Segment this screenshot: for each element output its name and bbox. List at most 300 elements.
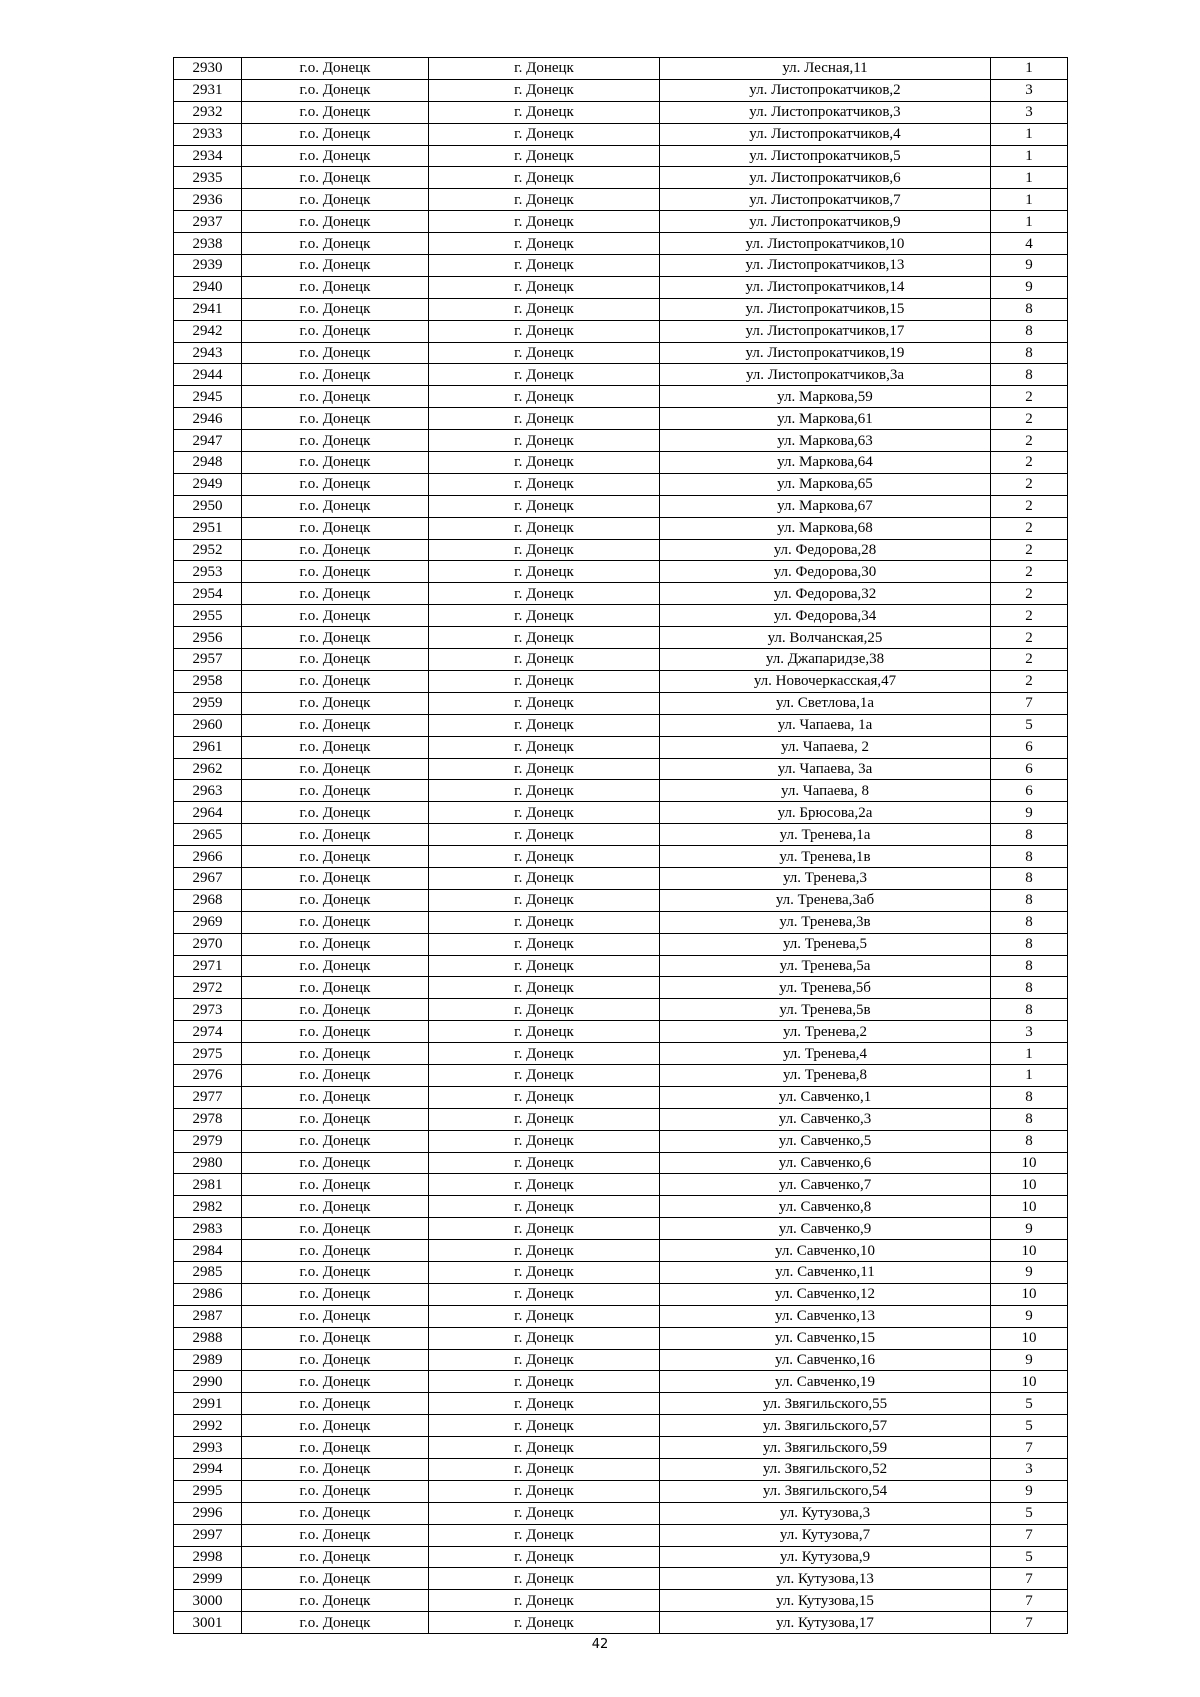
table-row [174,1108,1068,1130]
address-cell: ул. Листопрокатчиков,15 [660,298,991,320]
count-cell: 1 [991,1064,1068,1086]
address-cell: ул. Маркова,64 [660,452,991,474]
count-cell: 2 [991,539,1068,561]
table-row [174,736,1068,758]
district-cell: г.о. Донецк [242,276,429,298]
row-number-cell: 2945 [174,386,242,408]
count-cell: 8 [991,1108,1068,1130]
district-cell: г.о. Донецк [242,627,429,649]
row-number-cell: 2995 [174,1480,242,1502]
row-number-cell: 2932 [174,101,242,123]
address-cell: ул. Савченко,8 [660,1196,991,1218]
row-number-cell: 2983 [174,1218,242,1240]
address-cell: ул. Тренева,3 [660,867,991,889]
district-cell: г.о. Донецк [242,649,429,671]
city-cell: г. Донецк [429,1546,660,1568]
address-cell: ул. Тренева,5в [660,999,991,1021]
table-row [174,670,1068,692]
address-cell: ул. Кутузова,3 [660,1502,991,1524]
address-table [173,57,1068,1634]
table-row [174,320,1068,342]
count-cell: 5 [991,1546,1068,1568]
city-cell: г. Донецк [429,1305,660,1327]
table-row [174,605,1068,627]
table-row [174,189,1068,211]
district-cell: г.о. Донецк [242,605,429,627]
table-body [174,58,1068,1634]
table-row [174,1459,1068,1481]
table-row [174,1393,1068,1415]
table-row [174,1152,1068,1174]
row-number-cell: 2946 [174,408,242,430]
table-row [174,867,1068,889]
table-row [174,79,1068,101]
count-cell: 5 [991,1502,1068,1524]
row-number-cell: 2950 [174,495,242,517]
address-cell: ул. Савченко,7 [660,1174,991,1196]
address-cell: ул. Лесная,11 [660,58,991,80]
city-cell: г. Донецк [429,233,660,255]
count-cell: 7 [991,1437,1068,1459]
address-cell: ул. Савченко,6 [660,1152,991,1174]
district-cell: г.о. Донецк [242,1130,429,1152]
row-number-cell: 2987 [174,1305,242,1327]
row-number-cell: 2991 [174,1393,242,1415]
address-cell: ул. Маркова,68 [660,517,991,539]
city-cell: г. Донецк [429,889,660,911]
count-cell: 7 [991,1590,1068,1612]
row-number-cell: 2930 [174,58,242,80]
district-cell: г.о. Донецк [242,1283,429,1305]
district-cell: г.о. Донецк [242,1196,429,1218]
row-number-cell: 2978 [174,1108,242,1130]
count-cell: 8 [991,933,1068,955]
row-number-cell: 2940 [174,276,242,298]
city-cell: г. Донецк [429,79,660,101]
count-cell: 8 [991,999,1068,1021]
row-number-cell: 2998 [174,1546,242,1568]
row-number-cell: 2993 [174,1437,242,1459]
district-cell: г.о. Донецк [242,561,429,583]
table-row [174,649,1068,671]
city-cell: г. Донецк [429,145,660,167]
count-cell: 3 [991,1021,1068,1043]
address-cell: ул. Волчанская,25 [660,627,991,649]
table-row [174,123,1068,145]
page-number: 42 [591,1637,609,1652]
table-row [174,933,1068,955]
address-cell: ул. Звягильского,52 [660,1459,991,1481]
district-cell: г.о. Донецк [242,1108,429,1130]
city-cell: г. Донецк [429,1393,660,1415]
address-cell: ул. Тренева,1в [660,846,991,868]
address-cell: ул. Тренева,4 [660,1043,991,1065]
city-cell: г. Донецк [429,452,660,474]
city-cell: г. Донецк [429,670,660,692]
count-cell: 8 [991,342,1068,364]
district-cell: г.о. Донецк [242,495,429,517]
row-number-cell: 2968 [174,889,242,911]
row-number-cell: 2943 [174,342,242,364]
address-cell: ул. Федорова,30 [660,561,991,583]
city-cell: г. Донецк [429,276,660,298]
row-number-cell: 2974 [174,1021,242,1043]
address-cell: ул. Савченко,16 [660,1349,991,1371]
address-cell: ул. Тренева,3аб [660,889,991,911]
district-cell: г.о. Донецк [242,1064,429,1086]
count-cell: 8 [991,320,1068,342]
city-cell: г. Донецк [429,1130,660,1152]
table-row [174,1612,1068,1634]
table-row [174,1327,1068,1349]
district-cell: г.о. Донецк [242,933,429,955]
address-cell: ул. Федорова,32 [660,583,991,605]
city-cell: г. Донецк [429,1371,660,1393]
count-cell: 10 [991,1327,1068,1349]
table-row [174,1480,1068,1502]
count-cell: 6 [991,758,1068,780]
table-row [174,342,1068,364]
row-number-cell: 2936 [174,189,242,211]
table-row [174,583,1068,605]
address-cell: ул. Кутузова,15 [660,1590,991,1612]
district-cell: г.о. Донецк [242,889,429,911]
address-cell: ул. Федорова,34 [660,605,991,627]
table-row [174,846,1068,868]
count-cell: 2 [991,561,1068,583]
district-cell: г.о. Донецк [242,167,429,189]
city-cell: г. Донецк [429,517,660,539]
count-cell: 2 [991,430,1068,452]
address-cell: ул. Листопрокатчиков,4 [660,123,991,145]
row-number-cell: 2988 [174,1327,242,1349]
count-cell: 2 [991,495,1068,517]
district-cell: г.о. Донецк [242,802,429,824]
address-cell: ул. Листопрокатчиков,10 [660,233,991,255]
row-number-cell: 2985 [174,1261,242,1283]
district-cell: г.о. Донецк [242,1393,429,1415]
table-row [174,780,1068,802]
city-cell: г. Донецк [429,583,660,605]
district-cell: г.о. Донецк [242,517,429,539]
table-row [174,539,1068,561]
address-cell: ул. Тренева,3в [660,911,991,933]
address-cell: ул. Звягильского,57 [660,1415,991,1437]
row-number-cell: 2994 [174,1459,242,1481]
city-cell: г. Донецк [429,867,660,889]
table-row [174,911,1068,933]
address-cell: ул. Звягильского,54 [660,1480,991,1502]
row-number-cell: 2963 [174,780,242,802]
count-cell: 9 [991,1480,1068,1502]
district-cell: г.о. Донецк [242,1043,429,1065]
address-cell: ул. Савченко,9 [660,1218,991,1240]
row-number-cell: 2980 [174,1152,242,1174]
count-cell: 1 [991,58,1068,80]
table-row [174,627,1068,649]
row-number-cell: 2981 [174,1174,242,1196]
count-cell: 10 [991,1196,1068,1218]
address-cell: ул. Маркова,59 [660,386,991,408]
table-row [174,1415,1068,1437]
city-cell: г. Донецк [429,1502,660,1524]
table-row [174,1021,1068,1043]
table-row [174,999,1068,1021]
count-cell: 2 [991,583,1068,605]
count-cell: 1 [991,189,1068,211]
district-cell: г.о. Донецк [242,1305,429,1327]
address-cell: ул. Савченко,10 [660,1240,991,1262]
row-number-cell: 2973 [174,999,242,1021]
address-cell: ул. Маркова,61 [660,408,991,430]
row-number-cell: 2972 [174,977,242,999]
address-cell: ул. Тренева,8 [660,1064,991,1086]
count-cell: 8 [991,364,1068,386]
count-cell: 2 [991,386,1068,408]
row-number-cell: 3000 [174,1590,242,1612]
address-cell: ул. Чапаева, 2 [660,736,991,758]
row-number-cell: 2935 [174,167,242,189]
district-cell: г.о. Донецк [242,1524,429,1546]
city-cell: г. Донецк [429,1174,660,1196]
district-cell: г.о. Донецк [242,1459,429,1481]
row-number-cell: 2970 [174,933,242,955]
count-cell: 9 [991,802,1068,824]
address-cell: ул. Листопрокатчиков,6 [660,167,991,189]
city-cell: г. Донецк [429,342,660,364]
district-cell: г.о. Донецк [242,846,429,868]
city-cell: г. Донецк [429,780,660,802]
city-cell: г. Донецк [429,101,660,123]
count-cell: 2 [991,517,1068,539]
row-number-cell: 2952 [174,539,242,561]
address-cell: ул. Листопрокатчиков,5 [660,145,991,167]
district-cell: г.о. Донецк [242,955,429,977]
row-number-cell: 2934 [174,145,242,167]
count-cell: 9 [991,1218,1068,1240]
district-cell: г.о. Донецк [242,1502,429,1524]
row-number-cell: 2982 [174,1196,242,1218]
row-number-cell: 2977 [174,1086,242,1108]
address-cell: ул. Тренева,5 [660,933,991,955]
city-cell: г. Донецк [429,211,660,233]
count-cell: 7 [991,692,1068,714]
address-cell: ул. Маркова,67 [660,495,991,517]
row-number-cell: 2941 [174,298,242,320]
district-cell: г.о. Донецк [242,211,429,233]
count-cell: 9 [991,1261,1068,1283]
city-cell: г. Донецк [429,1086,660,1108]
table-row [174,495,1068,517]
table-row [174,1130,1068,1152]
count-cell: 6 [991,736,1068,758]
row-number-cell: 2956 [174,627,242,649]
table-row [174,1437,1068,1459]
city-cell: г. Донецк [429,430,660,452]
district-cell: г.о. Донецк [242,714,429,736]
table-row [174,1349,1068,1371]
row-number-cell: 2948 [174,452,242,474]
table-row [174,1218,1068,1240]
address-cell: ул. Кутузова,13 [660,1568,991,1590]
row-number-cell: 2944 [174,364,242,386]
city-cell: г. Донецк [429,1196,660,1218]
row-number-cell: 2966 [174,846,242,868]
row-number-cell: 2958 [174,670,242,692]
city-cell: г. Донецк [429,1590,660,1612]
count-cell: 2 [991,408,1068,430]
table-row [174,1196,1068,1218]
row-number-cell: 2984 [174,1240,242,1262]
city-cell: г. Донецк [429,189,660,211]
address-cell: ул. Новочеркасская,47 [660,670,991,692]
count-cell: 8 [991,867,1068,889]
address-cell: ул. Звягильского,59 [660,1437,991,1459]
city-cell: г. Донецк [429,408,660,430]
district-cell: г.о. Донецк [242,1371,429,1393]
address-cell: ул. Савченко,11 [660,1261,991,1283]
district-cell: г.о. Донецк [242,58,429,80]
table-row [174,824,1068,846]
count-cell: 8 [991,889,1068,911]
count-cell: 10 [991,1283,1068,1305]
district-cell: г.о. Донецк [242,1437,429,1459]
district-cell: г.о. Донецк [242,911,429,933]
row-number-cell: 2959 [174,692,242,714]
table-row [174,145,1068,167]
city-cell: г. Донецк [429,846,660,868]
city-cell: г. Донецк [429,692,660,714]
city-cell: г. Донецк [429,736,660,758]
city-cell: г. Донецк [429,802,660,824]
address-cell: ул. Листопрокатчиков,14 [660,276,991,298]
city-cell: г. Донецк [429,167,660,189]
district-cell: г.о. Донецк [242,824,429,846]
row-number-cell: 2957 [174,649,242,671]
table-row [174,1546,1068,1568]
count-cell: 2 [991,649,1068,671]
address-cell: ул. Чапаева, 3а [660,758,991,780]
table-row [174,1064,1068,1086]
city-cell: г. Донецк [429,999,660,1021]
row-number-cell: 2964 [174,802,242,824]
city-cell: г. Донецк [429,1437,660,1459]
table-row [174,167,1068,189]
address-cell: ул. Савченко,19 [660,1371,991,1393]
district-cell: г.о. Донецк [242,1568,429,1590]
city-cell: г. Донецк [429,495,660,517]
count-cell: 3 [991,1459,1068,1481]
city-cell: г. Донецк [429,386,660,408]
city-cell: г. Донецк [429,561,660,583]
count-cell: 7 [991,1568,1068,1590]
count-cell: 8 [991,1130,1068,1152]
count-cell: 9 [991,276,1068,298]
district-cell: г.о. Донецк [242,1415,429,1437]
table-row [174,58,1068,80]
district-cell: г.о. Донецк [242,386,429,408]
address-cell: ул. Савченко,5 [660,1130,991,1152]
count-cell: 1 [991,1043,1068,1065]
city-cell: г. Донецк [429,627,660,649]
row-number-cell: 2949 [174,473,242,495]
address-cell: ул. Тренева,2 [660,1021,991,1043]
district-cell: г.о. Донецк [242,473,429,495]
table-row [174,802,1068,824]
row-number-cell: 2955 [174,605,242,627]
table-row [174,1371,1068,1393]
row-number-cell: 3001 [174,1612,242,1634]
row-number-cell: 2986 [174,1283,242,1305]
table-row [174,714,1068,736]
district-cell: г.о. Донецк [242,255,429,277]
count-cell: 5 [991,1393,1068,1415]
row-number-cell: 2979 [174,1130,242,1152]
row-number-cell: 2939 [174,255,242,277]
table-row [174,517,1068,539]
table-row [174,1283,1068,1305]
address-cell: ул. Брюсова,2а [660,802,991,824]
count-cell: 2 [991,670,1068,692]
address-cell: ул. Кутузова,9 [660,1546,991,1568]
address-cell: ул. Савченко,1 [660,1086,991,1108]
count-cell: 2 [991,627,1068,649]
address-cell: ул. Чапаева, 8 [660,780,991,802]
row-number-cell: 2975 [174,1043,242,1065]
row-number-cell: 2969 [174,911,242,933]
address-cell: ул. Листопрокатчиков,19 [660,342,991,364]
city-cell: г. Донецк [429,977,660,999]
district-cell: г.о. Донецк [242,320,429,342]
city-cell: г. Донецк [429,364,660,386]
address-cell: ул. Тренева,5б [660,977,991,999]
address-cell: ул. Чапаева, 1а [660,714,991,736]
district-cell: г.о. Донецк [242,408,429,430]
count-cell: 2 [991,473,1068,495]
district-cell: г.о. Донецк [242,867,429,889]
district-cell: г.о. Донецк [242,692,429,714]
table-row [174,1568,1068,1590]
table-row [174,561,1068,583]
district-cell: г.о. Донецк [242,999,429,1021]
count-cell: 2 [991,452,1068,474]
row-number-cell: 2951 [174,517,242,539]
count-cell: 8 [991,911,1068,933]
table-row [174,233,1068,255]
table-row [174,386,1068,408]
row-number-cell: 2942 [174,320,242,342]
table-row [174,255,1068,277]
city-cell: г. Донецк [429,649,660,671]
district-cell: г.о. Донецк [242,342,429,364]
count-cell: 8 [991,1086,1068,1108]
count-cell: 10 [991,1174,1068,1196]
table-row [174,1174,1068,1196]
city-cell: г. Донецк [429,1524,660,1546]
row-number-cell: 2947 [174,430,242,452]
district-cell: г.о. Донецк [242,1612,429,1634]
table-row [174,1590,1068,1612]
table-row [174,1240,1068,1262]
table-row [174,758,1068,780]
city-cell: г. Донецк [429,933,660,955]
table-row [174,1305,1068,1327]
district-cell: г.о. Донецк [242,758,429,780]
table-row [174,1502,1068,1524]
table-row [174,1524,1068,1546]
address-cell: ул. Кутузова,17 [660,1612,991,1634]
district-cell: г.о. Донецк [242,780,429,802]
